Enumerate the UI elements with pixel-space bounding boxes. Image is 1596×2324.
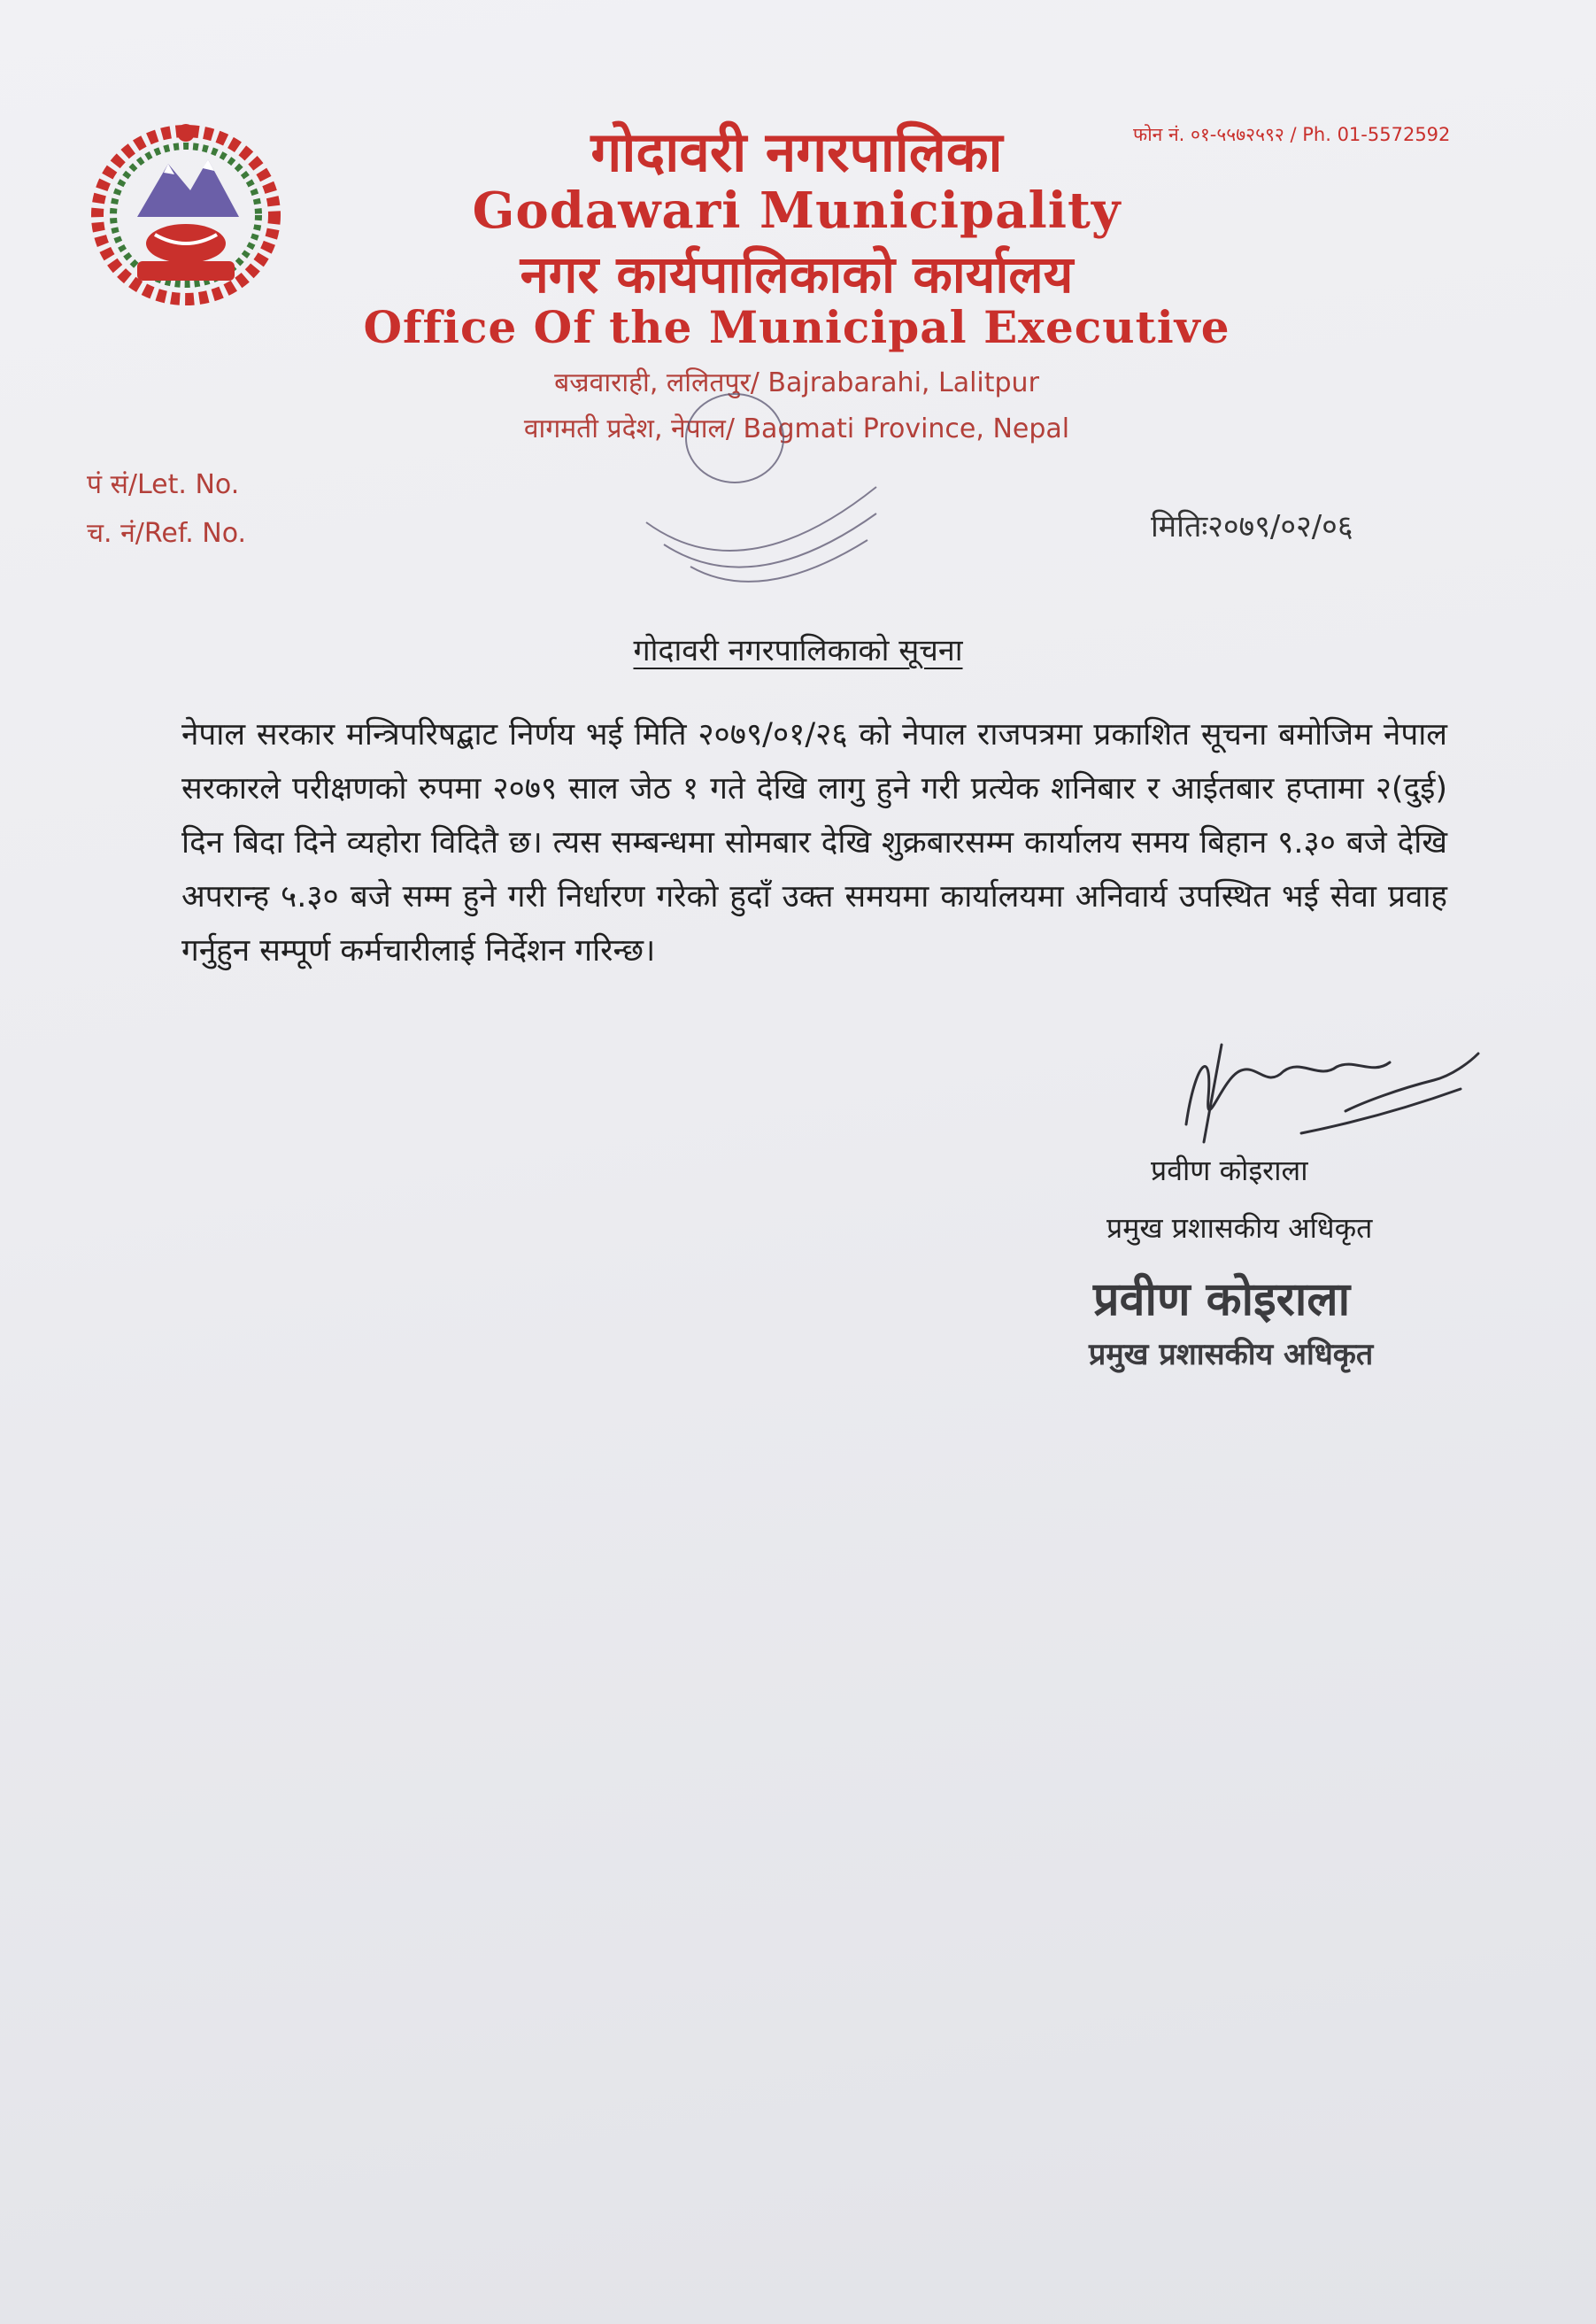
signatory-designation: प्रमुख प्रशासकीय अधिकृत bbox=[1106, 1211, 1373, 1245]
office-name-english: Office Of the Municipal Executive bbox=[363, 301, 1230, 353]
office-seal-stamp bbox=[611, 381, 912, 611]
name-stamp: प्रवीण कोइराला bbox=[1093, 1273, 1351, 1326]
municipality-name-nepali: गोदावरी नगरपालिका bbox=[590, 120, 1003, 184]
notice-title: गोदावरी नगरपालिकाको सूचना bbox=[633, 633, 963, 668]
office-name-nepali: नगर कार्यपालिकाको कार्यालय bbox=[520, 244, 1074, 305]
address-line-2: वागमती प्रदेश, नेपाल/ Bagmati Province, Nepal bbox=[523, 413, 1070, 444]
signatory-name: प्रवीण कोइराला bbox=[1151, 1154, 1308, 1187]
phone-number: फोन नं. ०१-५५७२५९२ / Ph. 01-5572592 bbox=[1133, 124, 1451, 145]
address-line-1: बज्रवाराही, ललितपुर/ Bajrabarahi, Lalitpur bbox=[554, 367, 1039, 398]
designation-stamp: प्रमुख प्रशासकीय अधिकृत bbox=[1089, 1337, 1374, 1372]
municipality-name-english: Godawari Municipality bbox=[472, 181, 1122, 240]
nepal-emblem-icon bbox=[84, 111, 288, 314]
letter-number-label: पं सं/Let. No. bbox=[87, 469, 240, 500]
notice-body: नेपाल सरकार मन्त्रिपरिषद्बाट निर्णय भई मिति २०७९/०१/२६ को नेपाल राजपत्रमा प्रकाशित सूचना बमोजिम नेपाल सरकारले परीक्षणको रुपमा २०७९ साल जेठ १ गते देखि लागु हुने गरी प्रत्येक शनिबार र आईतबार हप्तामा २(दुई) दिन बिदा दिने व्यहोरा विदितै छ। त्यस सम्बन्धमा सोमबार देखि शुक्रबारसम्म कार्यालय समय बिहान ९.३० बजे देखि अपरान्ह ५.३० बजे सम्म हुने गरी निर्धारण गरेको हुदाँ उक्त समयमा कार्यालयमा अनिवार्य उपस्थित भई सेवा प्रवाह गर्नुहुन सम्पूर्ण कर्मचारीलाई निर्देशन गरिन्छ। bbox=[181, 717, 1447, 969]
handwritten-signature bbox=[1168, 1027, 1487, 1160]
reference-number-label: च. नं/Ref. No. bbox=[87, 518, 247, 549]
letter-date: मितिः२०७९/०२/०६ bbox=[1151, 509, 1353, 544]
